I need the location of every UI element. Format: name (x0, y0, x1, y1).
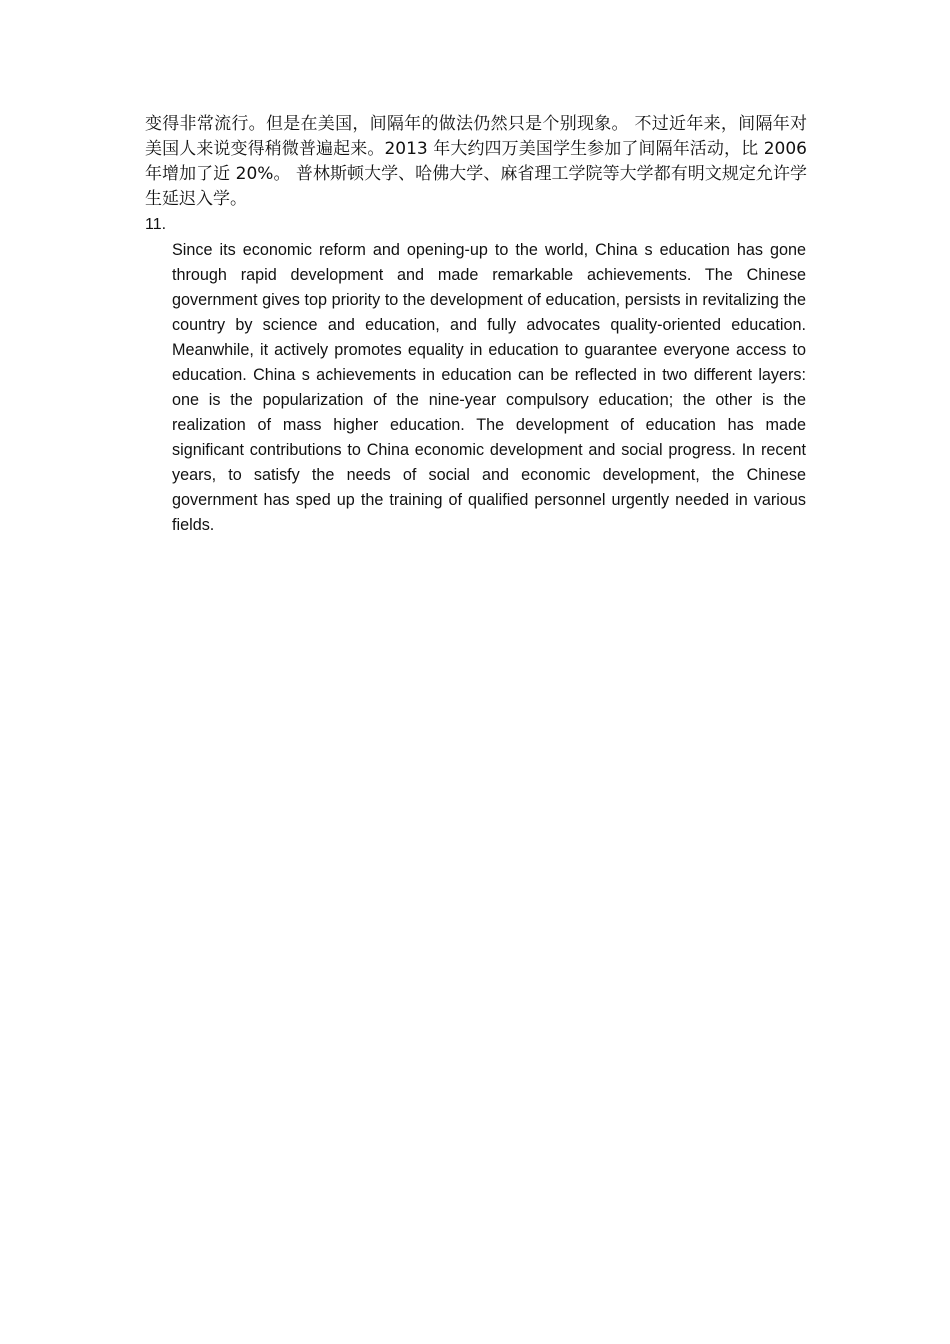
item-number: 11. (145, 216, 167, 233)
english-paragraph: Since its economic reform and opening-up to the world, China s education has gone through rapid development and made remarkable achievements. The Chinese government gives top priority to the development of education, persists in revitalizing the country by science and education, and fully advocates quality-oriented education. Meanwhile, it actively promotes equality in education to guarantee everyone access to education. China s achievements in education can be reflected in two different layers: one is the popularization of the nine-year compulsory education; the other is the realization of mass higher education. The development of education has made significant contributions to China economic development and social progress. In recent years, to satisfy the needs of social and economic development, the Chinese government has sped up the training of qualified personnel urgently needed in various fields. (172, 241, 806, 534)
chinese-paragraph: 变得非常流行。但是在美国，间隔年的做法仍然只是个别现象。 不过近年来，间隔年对美国人来说变得稍微普遍起来。2013 年大约四万美国学生参加了间隔年活动，比 2006 年增加了近 20%。 普林斯顿大学、哈佛大学、麻省理工学院等大学都有明文规定允许学生延迟入学。 (145, 114, 807, 209)
